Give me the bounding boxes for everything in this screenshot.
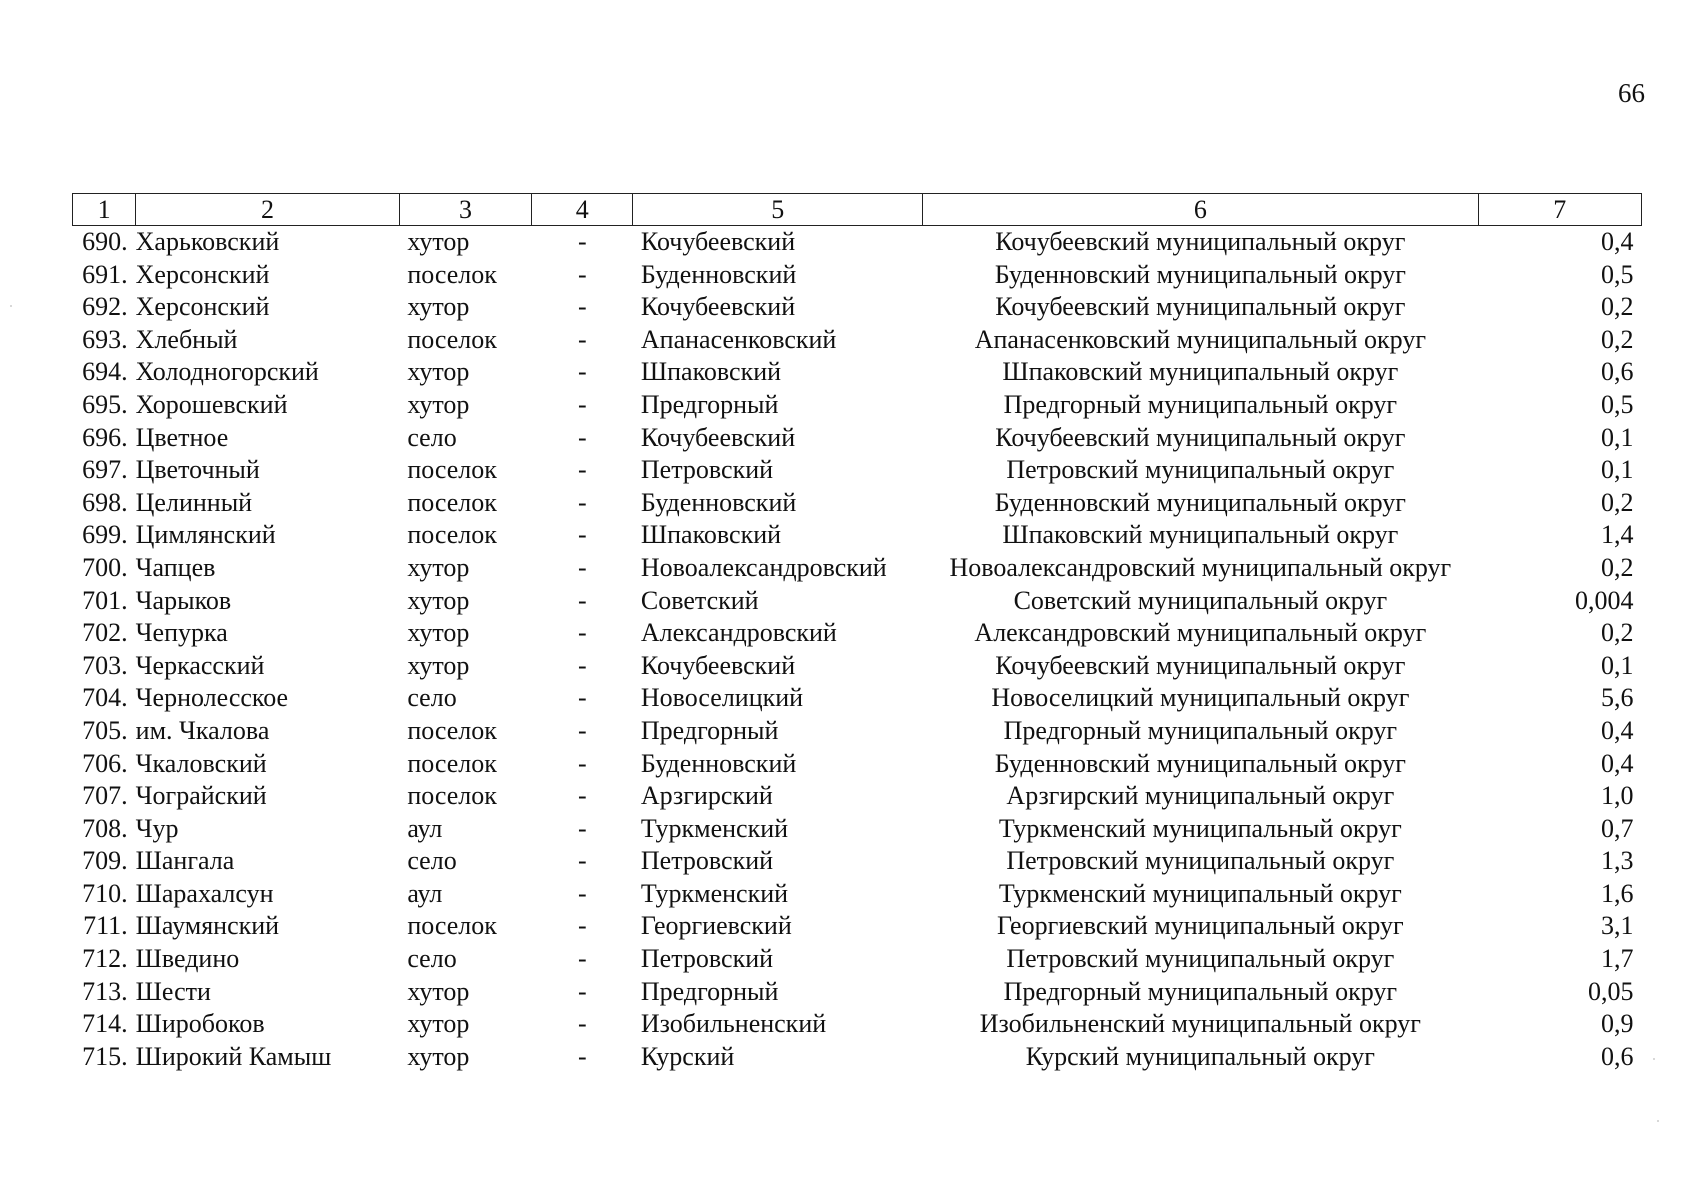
settlement-type: поселок bbox=[407, 259, 497, 289]
column-7-value: 0,1 bbox=[1601, 455, 1634, 485]
column-4-value: - bbox=[577, 976, 587, 1006]
column-4-value: - bbox=[577, 748, 587, 778]
column-4-value: - bbox=[577, 878, 587, 908]
row-number: 709. bbox=[82, 846, 128, 876]
municipal-okrug: Буденновский муниципальный округ bbox=[994, 748, 1406, 778]
settlement-name: Чур bbox=[135, 813, 179, 843]
column-4-value: - bbox=[577, 618, 587, 648]
column-4-value: - bbox=[577, 227, 587, 256]
row-number: 712. bbox=[82, 944, 128, 974]
municipal-okrug: Петровский муниципальный округ bbox=[1006, 846, 1395, 876]
row-number: 701. bbox=[82, 585, 128, 615]
municipal-okrug: Апанасенковский муниципальный округ bbox=[974, 324, 1426, 354]
table-row bbox=[73, 454, 1642, 487]
column-7-value: 0,2 bbox=[1601, 324, 1634, 354]
settlement-name: Широкий Камыш bbox=[135, 1041, 332, 1071]
header-row bbox=[73, 194, 1642, 226]
municipal-okrug: Арзгирский муниципальный округ bbox=[1006, 781, 1395, 811]
settlement-name: Шарахалсун bbox=[135, 878, 274, 908]
district-name: Шпаковский bbox=[640, 520, 782, 550]
column-7-value: 5,6 bbox=[1601, 683, 1634, 713]
settlement-name: Холодногорский bbox=[135, 357, 319, 387]
settlement-type: поселок bbox=[407, 520, 497, 550]
district-name: Кочубеевский bbox=[640, 292, 796, 322]
municipal-okrug: Новоалександровский муниципальный округ bbox=[949, 552, 1452, 582]
table-row bbox=[73, 715, 1642, 748]
scan-speck bbox=[1653, 1058, 1655, 1060]
column-4-value: - bbox=[577, 813, 587, 843]
district-name: Предгорный bbox=[640, 389, 779, 419]
column-4-value: - bbox=[577, 259, 587, 289]
settlement-type: поселок bbox=[407, 324, 497, 354]
settlement-type: поселок bbox=[407, 911, 497, 941]
district-name: Кочубеевский bbox=[640, 422, 796, 452]
settlement-name: Шангала bbox=[135, 846, 235, 876]
table-row bbox=[73, 976, 1642, 1009]
settlement-name: Широбоков bbox=[135, 1009, 265, 1039]
district-name: Буденновский bbox=[640, 487, 797, 517]
column-7-value: 0,4 bbox=[1601, 748, 1634, 778]
row-number: 708. bbox=[82, 813, 128, 843]
district-name: Петровский bbox=[640, 846, 774, 876]
row-number: 697. bbox=[82, 455, 128, 485]
settlement-name: Чепурка bbox=[135, 618, 228, 648]
column-7-value: 0,9 bbox=[1601, 1009, 1634, 1039]
district-name: Туркменский bbox=[640, 878, 789, 908]
column-7-value: 0,7 bbox=[1601, 813, 1634, 843]
municipal-okrug: Кочубеевский муниципальный округ bbox=[995, 227, 1406, 256]
settlement-name: Чарыков bbox=[135, 585, 232, 615]
settlement-name: Чернолесское bbox=[135, 683, 289, 713]
settlement-name: Шведино bbox=[135, 944, 240, 974]
column-7-value: 0,05 bbox=[1588, 976, 1634, 1006]
table-row bbox=[73, 585, 1642, 618]
column-4-value: - bbox=[577, 585, 587, 615]
municipal-okrug: Буденновский муниципальный округ bbox=[994, 259, 1406, 289]
row-number: 699. bbox=[82, 520, 128, 550]
district-name: Новоселицкий bbox=[640, 683, 804, 713]
district-name: Апанасенковский bbox=[640, 324, 837, 354]
municipal-okrug: Петровский муниципальный округ bbox=[1006, 944, 1395, 974]
district-name: Александровский bbox=[640, 618, 837, 648]
municipal-okrug: Предгорный муниципальный округ bbox=[1003, 715, 1398, 745]
settlement-type: хутор bbox=[407, 357, 470, 387]
column-4-value: - bbox=[577, 650, 587, 680]
settlement-type: хутор bbox=[407, 292, 470, 322]
district-name: Курский bbox=[640, 1041, 735, 1071]
settlement-type: хутор bbox=[407, 1041, 470, 1071]
row-number: 706. bbox=[82, 748, 128, 778]
column-header-5: 5 bbox=[633, 194, 923, 226]
settlement-name: Цветное bbox=[135, 422, 229, 452]
column-7-value: 0,4 bbox=[1601, 227, 1634, 256]
district-name: Арзгирский bbox=[640, 781, 773, 811]
column-4-value: - bbox=[577, 455, 587, 485]
table-row bbox=[73, 519, 1642, 552]
settlement-type: хутор bbox=[407, 650, 470, 680]
district-name: Кочубеевский bbox=[640, 227, 796, 256]
column-7-value: 0,6 bbox=[1601, 357, 1634, 387]
column-7-value: 0,2 bbox=[1601, 618, 1634, 648]
settlement-name: Цветочный bbox=[135, 455, 260, 485]
column-4-value: - bbox=[577, 292, 587, 322]
row-number: 715. bbox=[82, 1041, 128, 1071]
district-name: Петровский bbox=[640, 455, 774, 485]
settlement-name: Чограйский bbox=[135, 781, 267, 811]
settlement-type: хутор bbox=[407, 976, 470, 1006]
column-4-value: - bbox=[577, 846, 587, 876]
column-4-value: - bbox=[577, 781, 587, 811]
table-row bbox=[73, 324, 1642, 357]
table-row bbox=[73, 422, 1642, 455]
municipal-okrug: Кочубеевский муниципальный округ bbox=[995, 422, 1406, 452]
settlement-type: аул bbox=[407, 813, 443, 843]
settlement-type: хутор bbox=[407, 552, 470, 582]
column-7-value: 0,2 bbox=[1601, 552, 1634, 582]
row-number: 700. bbox=[82, 552, 128, 582]
column-4-value: - bbox=[577, 324, 587, 354]
district-name: Туркменский bbox=[640, 813, 789, 843]
column-7-value: 0,1 bbox=[1601, 650, 1634, 680]
district-name: Предгорный bbox=[640, 976, 779, 1006]
district-name: Буденновский bbox=[640, 748, 797, 778]
municipal-okrug: Кочубеевский муниципальный округ bbox=[995, 650, 1406, 680]
district-name: Петровский bbox=[640, 944, 774, 974]
table-row bbox=[73, 1008, 1642, 1041]
settlement-name: Целинный bbox=[135, 487, 253, 517]
municipal-okrug: Туркменский муниципальный округ bbox=[998, 813, 1402, 843]
table-row bbox=[73, 650, 1642, 683]
row-number: 696. bbox=[82, 422, 128, 452]
district-name: Изобильненский bbox=[640, 1009, 827, 1039]
row-number: 707. bbox=[82, 781, 128, 811]
settlement-name: Хорошевский bbox=[135, 389, 288, 419]
district-name: Советский bbox=[640, 585, 759, 615]
municipal-okrug: Предгорный муниципальный округ bbox=[1003, 976, 1398, 1006]
row-number: 698. bbox=[82, 487, 128, 517]
row-number: 692. bbox=[82, 292, 128, 322]
column-4-value: - bbox=[577, 715, 587, 745]
row-number: 695. bbox=[82, 389, 128, 419]
column-7-value: 1,3 bbox=[1601, 846, 1634, 876]
municipal-okrug: Петровский муниципальный округ bbox=[1006, 455, 1395, 485]
table-row bbox=[73, 780, 1642, 813]
settlement-type: поселок bbox=[407, 487, 497, 517]
column-4-value: - bbox=[577, 683, 587, 713]
row-number: 713. bbox=[82, 976, 128, 1006]
municipal-okrug: Шпаковский муниципальный округ bbox=[1002, 520, 1399, 550]
settlement-name: Черкасский bbox=[135, 650, 265, 680]
municipal-okrug: Кочубеевский муниципальный округ bbox=[995, 292, 1406, 322]
municipal-okrug: Шпаковский муниципальный округ bbox=[1002, 357, 1399, 387]
column-4-value: - bbox=[577, 520, 587, 550]
row-number: 690. bbox=[82, 227, 128, 256]
settlement-name: Хлебный bbox=[135, 324, 238, 354]
column-7-value: 1,0 bbox=[1601, 781, 1634, 811]
column-header-4: 4 bbox=[532, 194, 633, 226]
district-name: Шпаковский bbox=[640, 357, 782, 387]
column-7-value: 3,1 bbox=[1601, 911, 1634, 941]
column-7-value: 0,004 bbox=[1575, 585, 1634, 615]
settlement-type: поселок bbox=[407, 748, 497, 778]
column-4-value: - bbox=[577, 422, 587, 452]
column-7-value: 1,4 bbox=[1601, 520, 1634, 550]
column-7-value: 0,1 bbox=[1601, 422, 1634, 452]
settlement-type: село bbox=[407, 846, 457, 876]
column-7-value: 0,2 bbox=[1601, 292, 1634, 322]
row-number: 703. bbox=[82, 650, 128, 680]
column-header-2: 2 bbox=[136, 194, 400, 226]
settlement-name: Харьковский bbox=[135, 227, 280, 256]
district-name: Георгиевский bbox=[640, 911, 792, 941]
settlement-name: Чкаловский bbox=[135, 748, 267, 778]
row-number: 694. bbox=[82, 357, 128, 387]
table-row bbox=[73, 878, 1642, 911]
column-7-value: 0,2 bbox=[1601, 487, 1634, 517]
table-row bbox=[73, 1041, 1642, 1074]
row-number: 711. bbox=[83, 911, 128, 941]
table-row bbox=[73, 617, 1642, 650]
table-row bbox=[73, 910, 1642, 943]
settlement-name: Шести bbox=[135, 976, 211, 1006]
table-row bbox=[73, 487, 1642, 520]
settlement-type: хутор bbox=[407, 389, 470, 419]
row-number: 702. bbox=[82, 618, 128, 648]
settlement-type: поселок bbox=[407, 781, 497, 811]
settlement-type: село bbox=[407, 683, 457, 713]
table-body bbox=[73, 226, 1642, 1074]
settlement-name: Цимлянский bbox=[135, 520, 276, 550]
column-7-value: 1,7 bbox=[1601, 944, 1634, 974]
municipal-okrug: Изобильненский муниципальный округ bbox=[979, 1009, 1421, 1039]
district-name: Предгорный bbox=[640, 715, 779, 745]
settlement-type: аул bbox=[407, 878, 443, 908]
table-row bbox=[73, 291, 1642, 324]
municipal-okrug: Александровский муниципальный округ bbox=[974, 618, 1427, 648]
settlement-type: село bbox=[407, 422, 457, 452]
municipal-okrug: Предгорный муниципальный округ bbox=[1003, 389, 1398, 419]
row-number: 710. bbox=[82, 878, 128, 908]
municipal-okrug: Курский муниципальный округ bbox=[1025, 1041, 1375, 1071]
settlement-type: хутор bbox=[407, 585, 470, 615]
settlements-table bbox=[72, 193, 1642, 1073]
column-4-value: - bbox=[577, 357, 587, 387]
settlement-type: поселок bbox=[407, 715, 497, 745]
column-header-1: 1 bbox=[73, 194, 136, 226]
district-name: Кочубеевский bbox=[640, 650, 796, 680]
table-header bbox=[73, 194, 1642, 226]
column-7-value: 0,5 bbox=[1601, 389, 1634, 419]
settlement-type: село bbox=[407, 944, 457, 974]
settlement-name: Херсонский bbox=[135, 259, 270, 289]
settlement-type: хутор bbox=[407, 618, 470, 648]
column-4-value: - bbox=[577, 911, 587, 941]
column-header-3: 3 bbox=[399, 194, 531, 226]
column-7-value: 0,5 bbox=[1601, 259, 1634, 289]
settlement-name: Чапцев bbox=[135, 552, 216, 582]
settlement-type: хутор bbox=[407, 1009, 470, 1039]
municipal-okrug: Буденновский муниципальный округ bbox=[994, 487, 1406, 517]
table-row bbox=[73, 226, 1642, 259]
column-4-value: - bbox=[577, 389, 587, 419]
municipal-okrug: Георгиевский муниципальный округ bbox=[996, 911, 1404, 941]
row-number: 714. bbox=[82, 1009, 128, 1039]
table-row bbox=[73, 845, 1642, 878]
column-4-value: - bbox=[577, 552, 587, 582]
column-4-value: - bbox=[577, 944, 587, 974]
column-header-7: 7 bbox=[1478, 194, 1641, 226]
column-4-value: - bbox=[577, 487, 587, 517]
row-number: 691. bbox=[82, 259, 128, 289]
row-number: 693. bbox=[82, 324, 128, 354]
table-row bbox=[73, 389, 1642, 422]
column-7-value: 1,6 bbox=[1601, 878, 1634, 908]
table-row bbox=[73, 682, 1642, 715]
row-number: 705. bbox=[82, 715, 128, 745]
page-number: 66 bbox=[1618, 78, 1645, 108]
table-row bbox=[73, 259, 1642, 292]
municipal-okrug: Новоселицкий муниципальный округ bbox=[991, 683, 1410, 713]
settlement-type: поселок bbox=[407, 455, 497, 485]
column-4-value: - bbox=[577, 1041, 587, 1071]
column-7-value: 0,6 bbox=[1601, 1041, 1634, 1071]
municipal-okrug: Туркменский муниципальный округ bbox=[998, 878, 1402, 908]
scan-speck bbox=[1657, 1120, 1659, 1122]
settlement-name: Херсонский bbox=[135, 292, 270, 322]
municipal-okrug: Советский муниципальный округ bbox=[1013, 585, 1388, 615]
column-4-value: - bbox=[577, 1009, 587, 1039]
table-row bbox=[73, 356, 1642, 389]
table-row bbox=[73, 552, 1642, 585]
settlement-name: Шаумянский bbox=[135, 911, 280, 941]
table-row bbox=[73, 813, 1642, 846]
column-7-value: 0,4 bbox=[1601, 715, 1634, 745]
district-name: Буденновский bbox=[640, 259, 797, 289]
district-name: Новоалександровский bbox=[640, 552, 887, 582]
settlement-name: им. Чкалова bbox=[135, 715, 270, 745]
table-row bbox=[73, 748, 1642, 781]
row-number: 704. bbox=[82, 683, 128, 713]
scan-speck bbox=[10, 305, 12, 307]
table-row bbox=[73, 943, 1642, 976]
column-header-6: 6 bbox=[923, 194, 1478, 226]
settlement-type: хутор bbox=[407, 227, 470, 256]
